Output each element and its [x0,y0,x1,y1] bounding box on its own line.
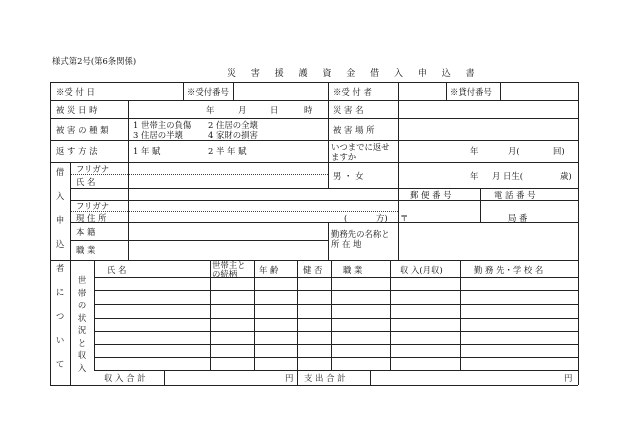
income-total-label: 収 入 合 計 [104,373,146,383]
expense-total-label: 支 出 合 計 [304,373,346,383]
vertical-label-char: い [55,335,65,345]
name-label: 氏 名 [76,177,96,187]
until-when-label: いつまでに返せますか [331,142,390,162]
disaster-name-label: 災 害 名 [333,105,364,115]
address-paren-open: ( [344,213,348,223]
hh-header-workplace-school: 勤 務 先・学 校 名 [474,265,544,275]
form-number: 様式第2号(第6条関係) [52,56,137,66]
repayment-semiannual: 2 半 年 賦 [208,146,247,156]
furigana-label-2: フリガナ [76,201,110,211]
hh-header-income: 収 入(月収) [400,265,443,275]
postal-mark: 〒 [400,213,409,223]
vertical-label-char: 収 [77,350,87,360]
repayment-annual: 1 年 賦 [133,146,161,156]
form-title: 災 害 援 護 資 金 借 入 申 込 書 [227,69,481,79]
vertical-label-char: 者 [55,263,65,273]
repay-year-unit: 年 [470,146,479,156]
vertical-label-char: 況 [77,325,87,335]
gender-options: 男 ・ 女 [333,171,364,181]
income-yen: 円 [285,373,294,383]
age-unit: 歳) [560,171,572,181]
postal-code-label: 郵 便 番 号 [410,190,452,200]
repayment-label: 返 す 方 法 [56,146,98,156]
damage-option-3: 3 住居の半壊 [133,130,183,140]
address-label: 現 住 所 [76,213,107,223]
damage-place-label: 被 害 場 所 [333,125,375,135]
disaster-date-label: 被 災 日 時 [56,105,98,115]
damage-option-1: 1 世帯主の負傷 [133,120,192,130]
birth-year-unit: 年 [470,171,479,181]
loan-number-label: ※貸付番号 [450,87,492,97]
vertical-label-char: 世 [77,275,87,285]
vertical-label-char: の [77,300,87,310]
receiver-label: ※受 付 者 [333,87,372,97]
damage-option-4: 4 家財の損害 [208,130,258,140]
workplace-label: 勤務先の名称と 所 在 地 [331,229,390,249]
vertical-label-char: つ [55,311,65,321]
vertical-label-char: 借 [55,167,65,177]
damage-option-2: 2 住居の全壊 [208,120,258,130]
receipt-date-label: ※受 付 日 [56,87,95,97]
receipt-number-label: ※受付番号 [187,87,229,97]
vertical-label-char: 入 [55,191,65,201]
hh-header-name: 氏 名 [107,265,127,275]
hh-header-occupation: 職 業 [343,265,363,275]
vertical-label-char: 状 [77,312,87,323]
disaster-hour-unit: 時 [304,105,313,115]
repay-times-unit: 回) [553,146,565,156]
station-label: 局 番 [508,213,528,223]
hh-header-age: 年 齢 [259,265,279,275]
vertical-label-char: 帯 [77,287,87,298]
damage-type-label: 被 害 の 種 類 [56,125,109,135]
disaster-month-unit: 月 [238,105,247,115]
furigana-label-1: フリガナ [76,164,110,174]
phone-number-label: 電 話 番 号 [494,190,536,200]
vertical-label-char: に [55,287,65,297]
repay-month-unit: 月( [508,146,520,156]
vertical-label-char: 入 [77,362,87,373]
hh-header-relation: 世帯主との続柄 [212,260,246,279]
address-paren-close: 方) [376,213,388,223]
hh-header-health: 健 否 [303,265,323,275]
birth-md-unit: 月 日生( [492,171,524,181]
domicile-label: 本 籍 [76,227,96,237]
expense-yen: 円 [564,373,573,383]
vertical-label-char: て [55,359,65,369]
occupation-label: 職 業 [76,245,96,255]
disaster-year-unit: 年 [206,105,215,115]
disaster-day-unit: 日 [270,105,279,115]
vertical-label-char: 申 [55,215,65,225]
vertical-label-char: と [77,337,87,348]
vertical-label-char: 込 [55,239,65,249]
